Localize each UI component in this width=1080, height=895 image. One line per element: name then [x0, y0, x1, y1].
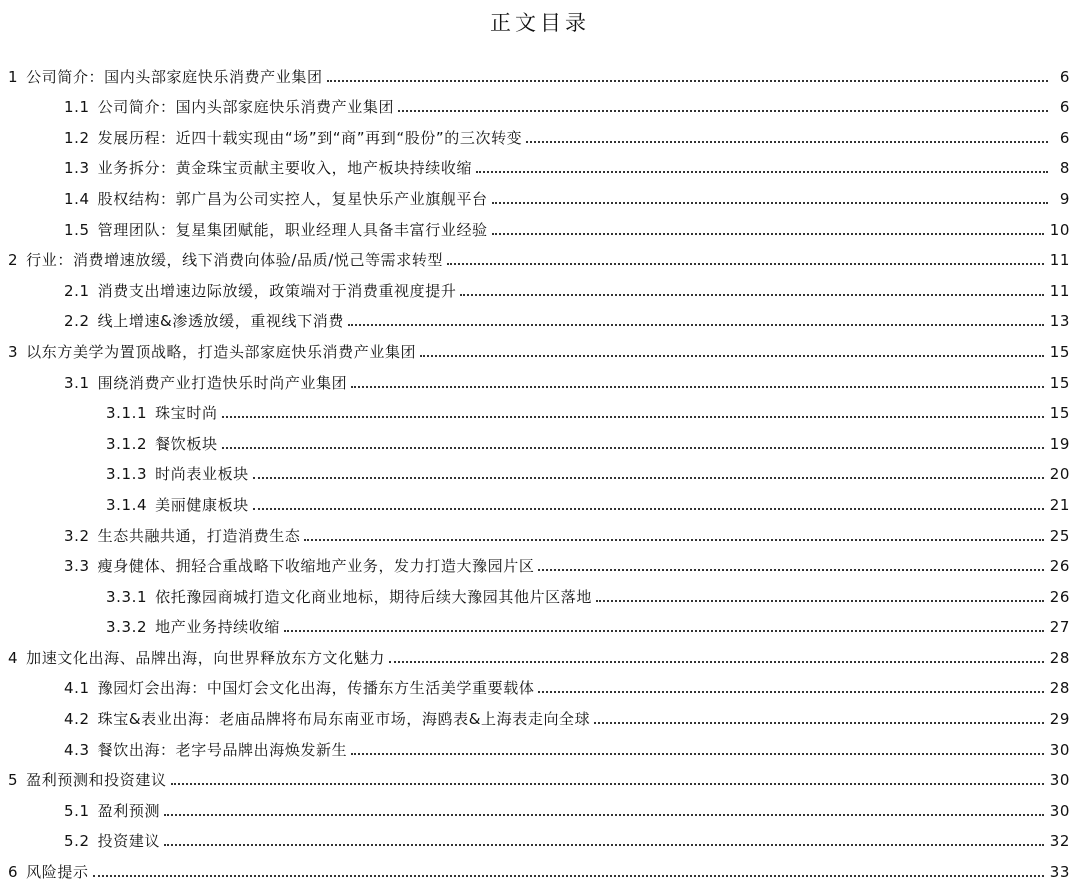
toc-entry[interactable]: [0, 148, 1080, 179]
toc-entry-number: 3.3.1: [106, 587, 148, 606]
toc-entry-title: 地产业务持续收缩: [155, 618, 280, 637]
toc-entry-number: 4.1: [64, 679, 90, 698]
toc-entry-page-number: 26: [1049, 557, 1070, 576]
toc-entry-page-number: 9: [1059, 189, 1070, 208]
toc-entry-title: 围绕消费产业打造快乐时尚产业集团: [97, 373, 348, 392]
toc-entry-page-number: 28: [1049, 648, 1070, 667]
toc-entry-page-number: 15: [1049, 373, 1070, 392]
toc-entry-number: 3.3: [64, 557, 90, 576]
toc-entry-page-number: 10: [1049, 220, 1070, 239]
toc-entry-title: 投资建议: [97, 832, 161, 851]
dot-leader: [222, 447, 1044, 449]
toc-entry[interactable]: [0, 56, 1080, 87]
toc-entry[interactable]: [0, 484, 1080, 515]
toc-entry[interactable]: [0, 698, 1080, 729]
toc-entry-page-number: 28: [1049, 679, 1070, 698]
toc-entry-number: 1.1: [64, 98, 90, 117]
dot-leader: [93, 875, 1044, 877]
toc-entry-page-number: 25: [1049, 526, 1070, 545]
toc-entry-title: 以东方美学为置顶战略，打造头部家庭快乐消费产业集团: [26, 342, 417, 361]
dot-leader: [348, 324, 1044, 326]
toc-entry-number: 4.2: [64, 710, 90, 729]
dot-leader: [492, 233, 1044, 235]
toc-entry-page-number: 15: [1049, 404, 1070, 423]
toc-entry-title: 瘦身健体、拥轻合重战略下收缩地产业务，发力打造大豫园片区: [97, 557, 535, 576]
toc-title: 正文目录: [490, 11, 590, 35]
toc-entry-page-number: 6: [1059, 128, 1070, 147]
toc-entry-number: 2: [8, 251, 19, 270]
dot-leader: [476, 171, 1048, 173]
toc-entry-number: 1: [8, 67, 19, 86]
toc-entry-page-number: 26: [1049, 587, 1070, 606]
toc-entry-number: 5: [8, 771, 19, 790]
toc-entry[interactable]: [0, 423, 1080, 454]
dot-leader: [447, 263, 1044, 265]
toc-list: [0, 56, 1080, 882]
toc-entry-title: 线上增速&渗透放缓，重视线下消费: [97, 312, 344, 331]
toc-entry[interactable]: [0, 515, 1080, 546]
toc-entry-page-number: 8: [1059, 159, 1070, 178]
toc-entry[interactable]: [0, 331, 1080, 362]
toc-entry-page-number: 11: [1049, 281, 1070, 300]
toc-entry[interactable]: [0, 301, 1080, 332]
toc-entry-number: 3.1.3: [106, 465, 148, 484]
toc-entry-title: 珠宝时尚: [155, 404, 218, 423]
toc-entry[interactable]: [0, 637, 1080, 668]
dot-leader: [327, 80, 1048, 82]
toc-entry[interactable]: [0, 576, 1080, 607]
dot-leader: [420, 355, 1044, 357]
dot-leader: [538, 691, 1043, 693]
toc-entry-title: 生态共融共通，打造消费生态: [97, 526, 301, 545]
dot-leader: [594, 722, 1043, 724]
dot-leader: [351, 753, 1043, 755]
toc-entry-number: 2.1: [64, 281, 90, 300]
dot-leader: [351, 386, 1043, 388]
dot-leader: [253, 508, 1044, 510]
toc-entry-number: 1.3: [64, 159, 90, 178]
toc-entry-title: 公司简介：国内头部家庭快乐消费产业集团: [26, 67, 323, 86]
toc-entry-page-number: 30: [1049, 801, 1070, 820]
toc-entry[interactable]: [0, 393, 1080, 424]
toc-entry-number: 3.3.2: [106, 618, 148, 637]
toc-entry-number: 4.3: [64, 740, 90, 759]
toc-entry-number: 6: [8, 863, 19, 882]
toc-entry-number: 4: [8, 648, 19, 667]
toc-entry-title: 风险提示: [26, 863, 89, 882]
toc-entry-number: 3.1: [64, 373, 90, 392]
toc-entry[interactable]: [0, 87, 1080, 118]
toc-entry-title: 加速文化出海、品牌出海，向世界释放东方文化魅力: [26, 648, 385, 667]
dot-leader: [526, 141, 1048, 143]
toc-entry[interactable]: [0, 607, 1080, 638]
toc-entry-page-number: 6: [1059, 67, 1070, 86]
dot-leader: [284, 630, 1044, 632]
toc-entry[interactable]: [0, 851, 1080, 882]
toc-entry-page-number: 15: [1049, 342, 1070, 361]
toc-entry-page-number: 30: [1049, 771, 1070, 790]
dot-leader: [164, 844, 1044, 846]
toc-entry-number: 1.5: [64, 220, 90, 239]
toc-entry-title: 盈利预测和投资建议: [26, 771, 167, 790]
toc-entry-page-number: 32: [1049, 832, 1070, 851]
toc-entry-title: 餐饮出海：老字号品牌出海焕发新生: [97, 740, 348, 759]
toc-entry-number: 5.1: [64, 801, 90, 820]
toc-entry-number: 1.2: [64, 128, 90, 147]
toc-entry-number: 1.4: [64, 189, 90, 208]
toc-entry-title: 公司简介：国内头部家庭快乐消费产业集团: [97, 98, 395, 117]
dot-leader: [164, 814, 1044, 816]
toc-entry[interactable]: [0, 362, 1080, 393]
toc-entry[interactable]: [0, 668, 1080, 699]
toc-entry-number: 2.2: [64, 312, 90, 331]
toc-entry-title: 业务拆分：黄金珠宝贡献主要收入，地产板块持续收缩: [97, 159, 473, 178]
toc-entry-number: 3.1.2: [106, 434, 148, 453]
toc-entry-title: 管理团队：复星集团赋能，职业经理人具备丰富行业经验: [97, 220, 488, 239]
toc-entry-page-number: 13: [1049, 312, 1070, 331]
toc-entry[interactable]: [0, 729, 1080, 760]
dot-leader: [492, 202, 1048, 204]
dot-leader: [222, 416, 1044, 418]
dot-leader: [398, 110, 1048, 112]
dot-leader: [389, 661, 1044, 663]
toc-entry[interactable]: [0, 546, 1080, 577]
toc-entry-page-number: 19: [1049, 434, 1070, 453]
toc-entry-title: 发展历程：近四十载实现由“场”到“商”再到“股份”的三次转变: [97, 128, 523, 147]
toc-entry[interactable]: [0, 821, 1080, 852]
toc-entry-page-number: 6: [1059, 98, 1070, 117]
toc-entry-number: 3: [8, 342, 19, 361]
toc-entry-title: 消费支出增速边际放缓，政策端对于消费重视度提升: [97, 281, 457, 300]
toc-entry-page-number: 30: [1049, 740, 1070, 759]
dot-leader: [304, 539, 1043, 541]
dot-leader: [596, 600, 1044, 602]
toc-entry-page-number: 33: [1049, 863, 1070, 882]
toc-entry[interactable]: [0, 178, 1080, 209]
toc-entry[interactable]: [0, 117, 1080, 148]
toc-entry-page-number: 21: [1049, 495, 1070, 514]
toc-entry-title: 行业：消费增速放缓，线下消费向体验/品质/悦己等需求转型: [26, 251, 444, 270]
dot-leader: [538, 569, 1043, 571]
toc-entry[interactable]: [0, 790, 1080, 821]
toc-entry-number: 5.2: [64, 832, 90, 851]
toc-entry-page-number: 29: [1049, 710, 1070, 729]
toc-entry-number: 3.1.1: [106, 404, 148, 423]
toc-entry-page-number: 27: [1049, 618, 1070, 637]
toc-entry-title: 时尚表业板块: [155, 465, 249, 484]
toc-entry-title: 盈利预测: [97, 801, 161, 820]
toc-entry-number: 3.2: [64, 526, 90, 545]
toc-entry-number: 3.1.4: [106, 495, 148, 514]
toc-entry[interactable]: [0, 240, 1080, 271]
toc-entry-title: 珠宝&表业出海：老庙品牌将布局东南亚市场，海鸥表&上海表走向全球: [97, 710, 591, 729]
dot-leader: [171, 783, 1044, 785]
toc-entry-page-number: 20: [1049, 465, 1070, 484]
toc-entry[interactable]: [0, 209, 1080, 240]
toc-entry[interactable]: [0, 454, 1080, 485]
toc-entry[interactable]: [0, 270, 1080, 301]
toc-entry[interactable]: [0, 760, 1080, 791]
toc-entry-title: 豫园灯会出海：中国灯会文化出海，传播东方生活美学重要载体: [97, 679, 535, 698]
toc-entry-title: 餐饮板块: [155, 434, 218, 453]
toc-entry-title: 美丽健康板块: [155, 495, 249, 514]
dot-leader: [460, 294, 1043, 296]
toc-entry-title: 依托豫园商城打造文化商业地标，期待后续大豫园其他片区落地: [155, 587, 592, 606]
dot-leader: [253, 477, 1044, 479]
toc-entry-page-number: 11: [1049, 251, 1070, 270]
toc-entry-title: 股权结构：郭广昌为公司实控人，复星快乐产业旗舰平台: [97, 189, 488, 208]
